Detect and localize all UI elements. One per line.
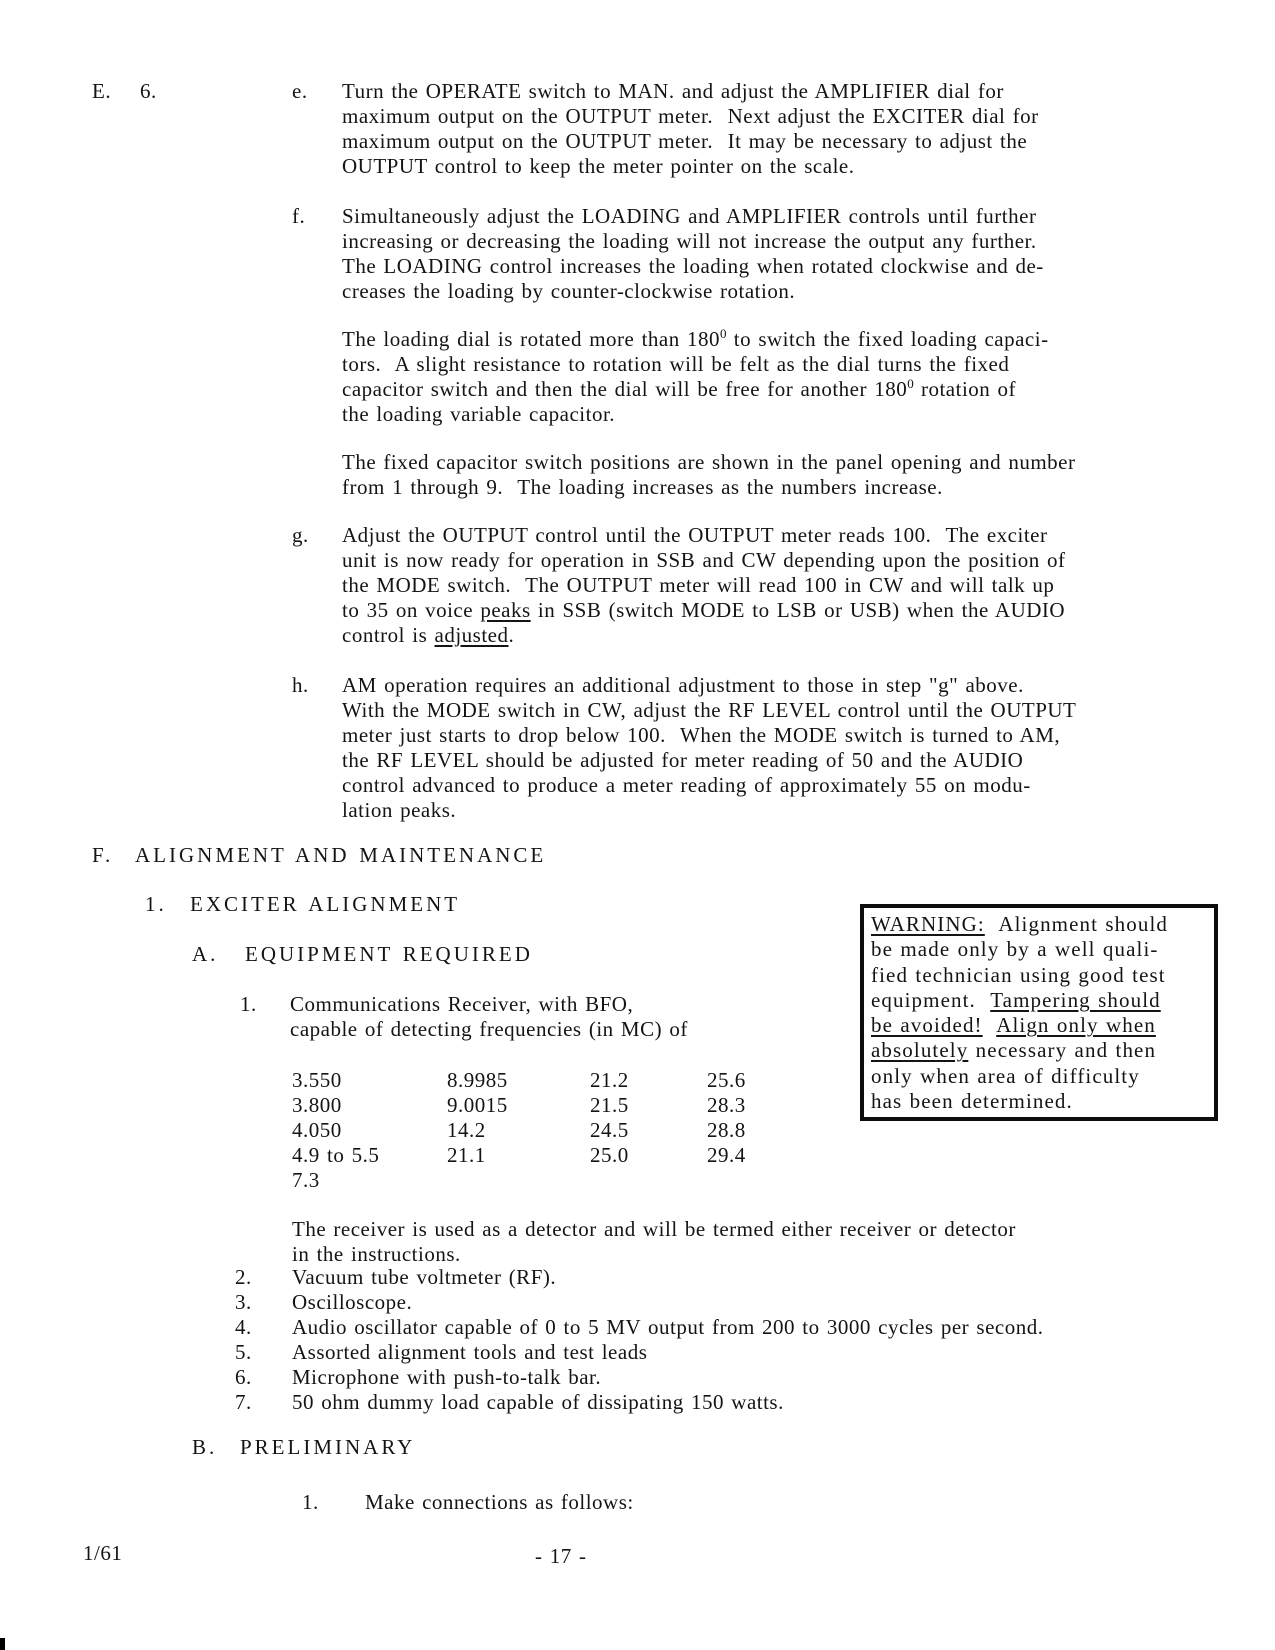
receiver-note [292, 1217, 1192, 1267]
text-line: The loading dial is rotated more than $180^0$ to switch the fixed loading capaci- [342, 326, 1049, 351]
text-line: Communications Receiver, with BFO, [290, 992, 634, 1016]
text-line: only when area of difficulty [871, 1063, 1140, 1088]
margin-item-label: 6. [140, 79, 157, 103]
text-line: Adjust the OUTPUT control until the OUTPUT meter reads 100. The exciter [342, 523, 1048, 547]
frequency-cell: 4.050 [292, 1118, 342, 1142]
step-g-label: g. [292, 523, 309, 547]
text-line: the MODE switch. The OUTPUT meter will read 100 in CW and will talk up [342, 573, 1055, 597]
text-line: The fixed capacitor switch positions are shown in the panel opening and number [342, 450, 1076, 474]
margin-section-label: E. [92, 79, 112, 103]
equipment-item-text: Assorted alignment tools and test leads [292, 1340, 648, 1364]
frequency-cell: 25.6 [707, 1068, 746, 1092]
text-line: control is adjusted. [342, 623, 515, 647]
equipment-item-text: Vacuum tube voltmeter (RF). [292, 1265, 557, 1289]
scan-artifact [0, 1638, 5, 1650]
equipment-list [235, 1265, 1195, 1415]
text-line: control advanced to produce a meter reading of approximately 55 on modu- [342, 773, 1031, 797]
frequency-cell: 4.9 to 5.5 [292, 1143, 380, 1167]
step-h-label: h. [292, 673, 309, 697]
text-line: WARNING: Alignment should [871, 912, 1169, 936]
step-e-text [342, 79, 1182, 179]
text-line: from 1 through 9. The loading increases as the numbers increase. [342, 475, 943, 499]
text-line: capable of detecting frequencies (in MC) of [290, 1017, 688, 1041]
frequency-row [292, 1093, 822, 1118]
equipment-item-number: 4. [235, 1315, 252, 1339]
equipment-item-number: 6. [235, 1365, 252, 1389]
text-line: maximum output on the OUTPUT meter. It may be necessary to adjust the [342, 129, 1028, 153]
step-g-text [342, 523, 1182, 648]
equipment-list-item [235, 1340, 1195, 1365]
frequency-cell: 3.800 [292, 1093, 342, 1117]
text-line: be avoided! Align only when [871, 1013, 1156, 1038]
text-line: meter just starts to drop below 100. When the MODE switch is turned to AM, [342, 723, 1061, 747]
frequency-cell: 29.4 [707, 1143, 746, 1167]
text-line: maximum output on the OUTPUT meter. Next adjust the EXCITER dial for [342, 104, 1039, 128]
frequency-cell: 14.2 [447, 1118, 486, 1142]
heading-equipment-letter: A. [192, 942, 219, 966]
equipment-item-text: 50 ohm dummy load capable of dissipating 150 watts. [292, 1390, 784, 1414]
equipment-item-number: 2. [235, 1265, 252, 1289]
equipment-item-text: Audio oscillator capable of 0 to 5 MV output from 200 to 3000 cycles per second. [292, 1315, 1044, 1339]
step-f-label: f. [292, 204, 306, 228]
frequency-cell: 21.1 [447, 1143, 486, 1167]
frequency-cell: 25.0 [590, 1143, 629, 1167]
frequency-cell: 24.5 [590, 1118, 629, 1142]
heading-f-title: ALIGNMENT AND MAINTENANCE [135, 843, 547, 867]
equipment-item-number: 7. [235, 1390, 252, 1414]
frequency-cell: 7.3 [292, 1168, 320, 1192]
text-line: equipment. Tampering should [871, 987, 1161, 1012]
preliminary-item-text: Make connections as follows: [365, 1490, 634, 1514]
heading-preliminary-letter: B. [192, 1435, 218, 1459]
text-line: AM operation requires an additional adjustment to those in step "g" above. [342, 673, 1024, 697]
text-line: increasing or decreasing the loading will not increase the output any further. [342, 229, 1037, 253]
frequency-row [292, 1168, 822, 1193]
warning-text [871, 912, 1212, 1114]
text-line: the RF LEVEL should be adjusted for meter reading of 50 and the AUDIO [342, 748, 1024, 772]
equipment-list-item [235, 1290, 1195, 1315]
text-line: OUTPUT control to keep the meter pointer on the scale. [342, 154, 855, 178]
text-line: absolutely necessary and then [871, 1038, 1157, 1063]
equipment-item-1-text [290, 992, 810, 1042]
text-line: lation peaks. [342, 798, 457, 822]
footer-revision-date: 1/61 [83, 1541, 123, 1565]
heading-f-label: F. [92, 843, 114, 867]
heading-exciter-title: EXCITER ALIGNMENT [190, 892, 461, 916]
equipment-item-1-number: 1. [240, 992, 257, 1016]
equipment-item-number: 5. [235, 1340, 252, 1364]
step-e-label: e. [292, 79, 308, 103]
text-line: has been determined. [871, 1089, 1073, 1114]
frequency-row [292, 1118, 822, 1143]
frequency-cell: 21.5 [590, 1093, 629, 1117]
text-line: in the instructions. [292, 1242, 461, 1266]
preliminary-item-number: 1. [302, 1490, 319, 1514]
frequency-row [292, 1068, 822, 1093]
step-h-text [342, 673, 1182, 823]
heading-exciter-number: 1. [145, 892, 167, 916]
footer-page-number: - 17 - [535, 1544, 587, 1568]
fixed-capacitor-note [342, 450, 1202, 500]
equipment-item-text: Oscilloscope. [292, 1290, 413, 1314]
equipment-list-item [235, 1390, 1195, 1415]
text-line: fied technician using good test [871, 962, 1166, 987]
equipment-list-item [235, 1315, 1195, 1340]
equipment-list-item [235, 1365, 1195, 1390]
step-f-text [342, 204, 1182, 304]
frequency-cell: 9.0015 [447, 1093, 508, 1117]
frequency-row [292, 1143, 822, 1168]
loading-dial-note [342, 327, 1182, 427]
text-line: Simultaneously adjust the LOADING and AMPLIFIER controls until further [342, 204, 1037, 228]
heading-equipment-title: EQUIPMENT REQUIRED [245, 942, 533, 966]
frequency-cell: 21.2 [590, 1068, 629, 1092]
equipment-item-number: 3. [235, 1290, 252, 1314]
text-line: the loading variable capacitor. [342, 402, 616, 426]
equipment-list-item [235, 1265, 1195, 1290]
text-line: The receiver is used as a detector and will be termed either receiver or detector [292, 1217, 1016, 1241]
text-line: With the MODE switch in CW, adjust the RF LEVEL control until the OUTPUT [342, 698, 1077, 722]
warning-box [860, 904, 1218, 1121]
text-line: unit is now ready for operation in SSB and CW depending upon the position of [342, 548, 1066, 572]
frequency-cell: 8.9985 [447, 1068, 508, 1092]
text-line: to 35 on voice peaks in SSB (switch MODE to LSB or USB) when the AUDIO [342, 598, 1066, 622]
text-line: tors. A slight resistance to rotation will be felt as the dial turns the fixed [342, 352, 1010, 376]
frequency-table [292, 1068, 822, 1193]
frequency-cell: 28.8 [707, 1118, 746, 1142]
frequency-cell: 3.550 [292, 1068, 342, 1092]
text-line: Turn the OPERATE switch to MAN. and adjust the AMPLIFIER dial for [342, 79, 1004, 103]
text-line: creases the loading by counter-clockwise rotation. [342, 279, 796, 303]
heading-preliminary-title: PRELIMINARY [240, 1435, 416, 1459]
text-line: capacitor switch and then the dial will be free for another $180^0$ rotation of [342, 376, 1017, 401]
text-line: be made only by a well quali- [871, 937, 1159, 962]
equipment-item-text: Microphone with push-to-talk bar. [292, 1365, 602, 1389]
frequency-cell: 28.3 [707, 1093, 746, 1117]
text-line: The LOADING control increases the loading when rotated clockwise and de- [342, 254, 1044, 278]
